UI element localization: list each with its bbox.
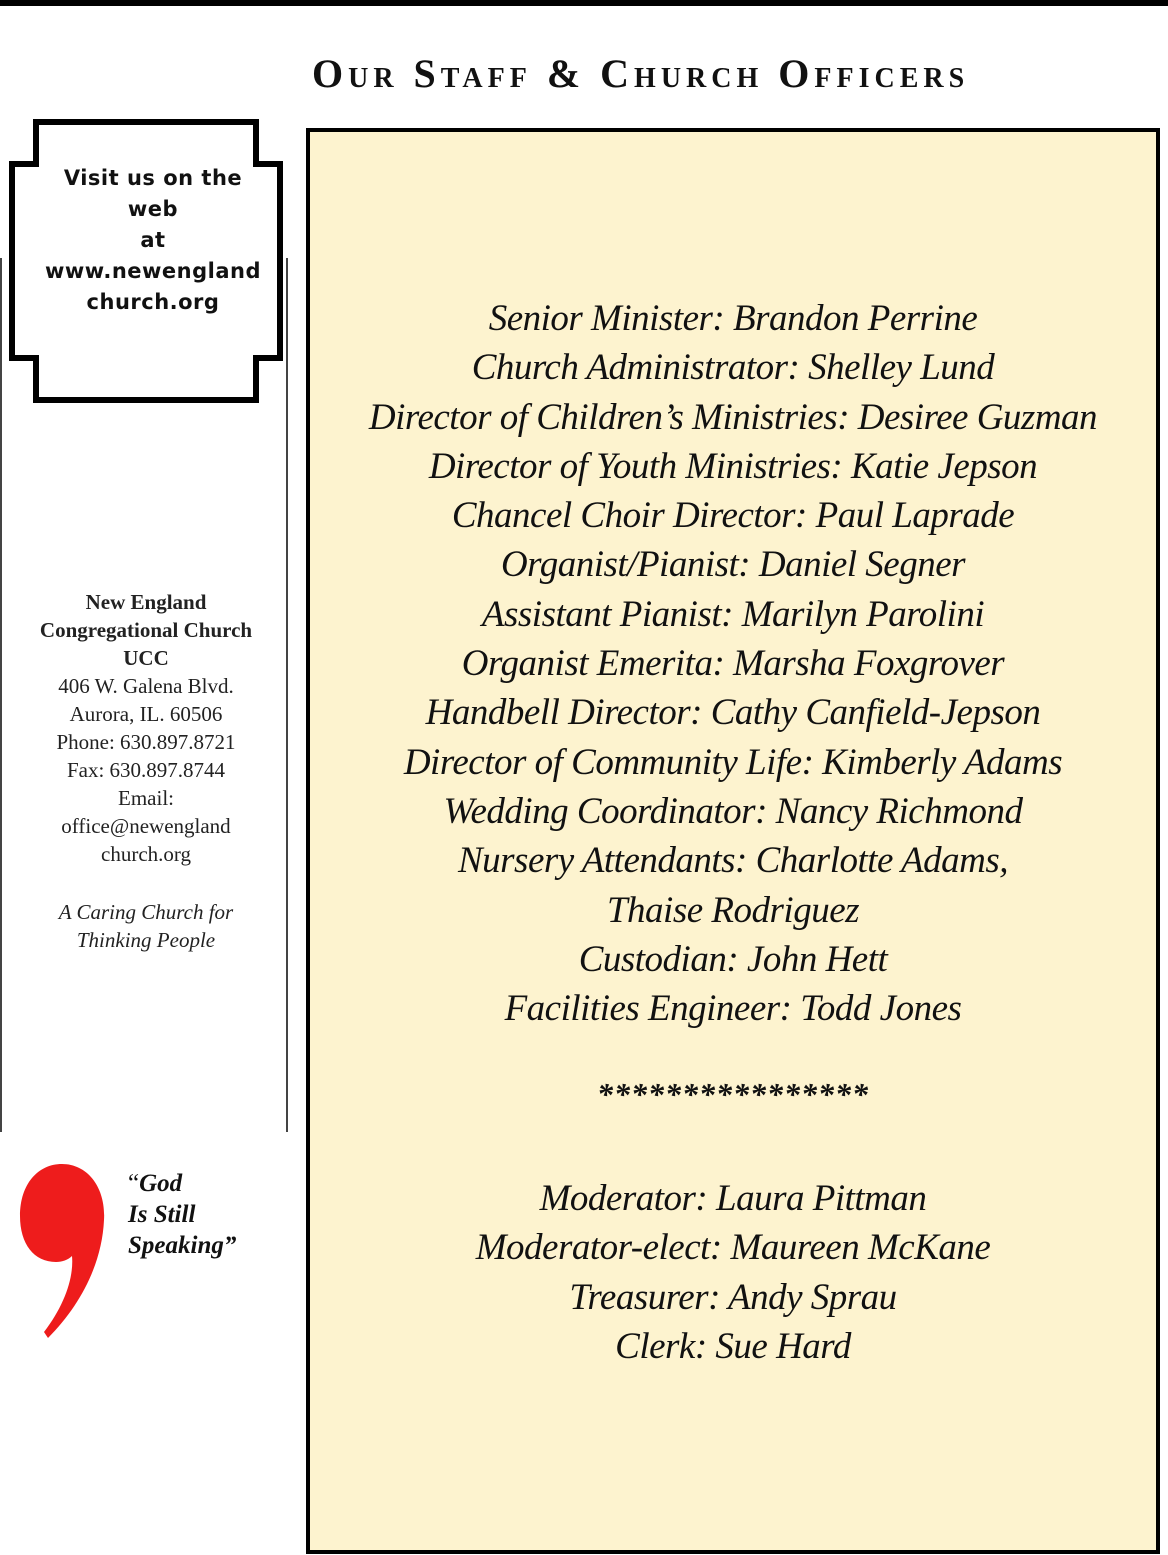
staff-entry: Thaise Rodriguez — [606, 889, 860, 931]
staff-entry: Chancel Choir Director: Paul Laprade — [451, 495, 1015, 537]
web-callout-line: web — [127, 197, 179, 221]
staff-entry: Facilities Engineer: Todd Jones — [504, 988, 962, 1030]
officer-entry: Treasurer: Andy Sprau — [569, 1276, 897, 1318]
officer-entry: Moderator-elect: Maureen McKane — [475, 1227, 991, 1269]
staff-entry: Organist Emerita: Marsha Foxgrover — [461, 643, 1005, 685]
church-name-line: UCC — [123, 646, 169, 670]
staff-entry: Director of Community Life: Kimberly Adams — [403, 741, 1063, 783]
staff-entry: Assistant Pianist: Marilyn Parolini — [481, 593, 985, 635]
fax-number: Fax: 630.897.8744 — [66, 758, 226, 782]
open-quote-mark: “ — [128, 1170, 140, 1197]
email-label: Email: — [118, 786, 174, 810]
sidebar-right-line — [286, 258, 288, 1132]
officer-entry: Moderator: Laura Pittman — [539, 1178, 927, 1219]
staff-entry: Wedding Coordinator: Nancy Richmond — [443, 790, 1023, 832]
web-callout-text — [38, 163, 268, 318]
staff-panel — [306, 128, 1160, 1554]
staff-entry: Director of Children’s Ministries: Desiree Guzman — [368, 396, 1098, 438]
comma-logo-icon — [18, 1160, 108, 1342]
website-link[interactable]: church.org — [86, 290, 220, 314]
slogan-line: God — [139, 1170, 183, 1197]
staff-entry: Senior Minister: Brandon Perrine — [488, 298, 978, 339]
slogan-line: Speaking” — [128, 1232, 237, 1259]
tagline-line: Thinking People — [76, 928, 216, 952]
slogan-line: Is Still — [128, 1201, 196, 1228]
slogan-quote — [128, 1168, 288, 1261]
church-contact-info — [8, 588, 284, 868]
staff-entry: Organist/Pianist: Daniel Segner — [500, 544, 966, 586]
web-callout — [8, 118, 286, 406]
page-title: Our Staff & Church Officers — [312, 51, 970, 96]
web-callout-line: at — [140, 228, 166, 252]
email-address[interactable]: church.org — [101, 842, 191, 866]
web-callout-line: Visit us on the — [63, 166, 243, 190]
address-line: 406 W. Galena Blvd. — [58, 674, 234, 698]
staff-entry: Nursery Attendants: Charlotte Adams, — [457, 840, 1009, 882]
address-line: Aurora, IL. 60506 — [69, 702, 223, 726]
staff-entry: Church Administrator: Shelley Lund — [471, 347, 995, 389]
officer-list — [310, 1174, 1156, 1371]
section-divider: **************** — [597, 1076, 869, 1112]
officer-entry: Clerk: Sue Hard — [615, 1325, 851, 1367]
staff-entry: Handbell Director: Cathy Canfield-Jepson — [425, 692, 1041, 734]
church-tagline — [8, 898, 284, 954]
tagline-line: A Caring Church for — [58, 900, 234, 924]
church-name-line: New England — [85, 590, 207, 614]
email-address[interactable]: office@newengland — [61, 814, 231, 838]
staff-list — [310, 294, 1156, 1033]
church-name-line: Congregational Church — [39, 618, 253, 642]
sidebar-left-line — [0, 258, 2, 1132]
website-link[interactable]: www.newengland — [44, 259, 261, 283]
staff-entry: Custodian: John Hett — [578, 938, 888, 980]
top-rule — [0, 0, 1168, 6]
staff-entry: Director of Youth Ministries: Katie Jepson — [428, 445, 1038, 487]
phone-number: Phone: 630.897.8721 — [56, 730, 236, 754]
